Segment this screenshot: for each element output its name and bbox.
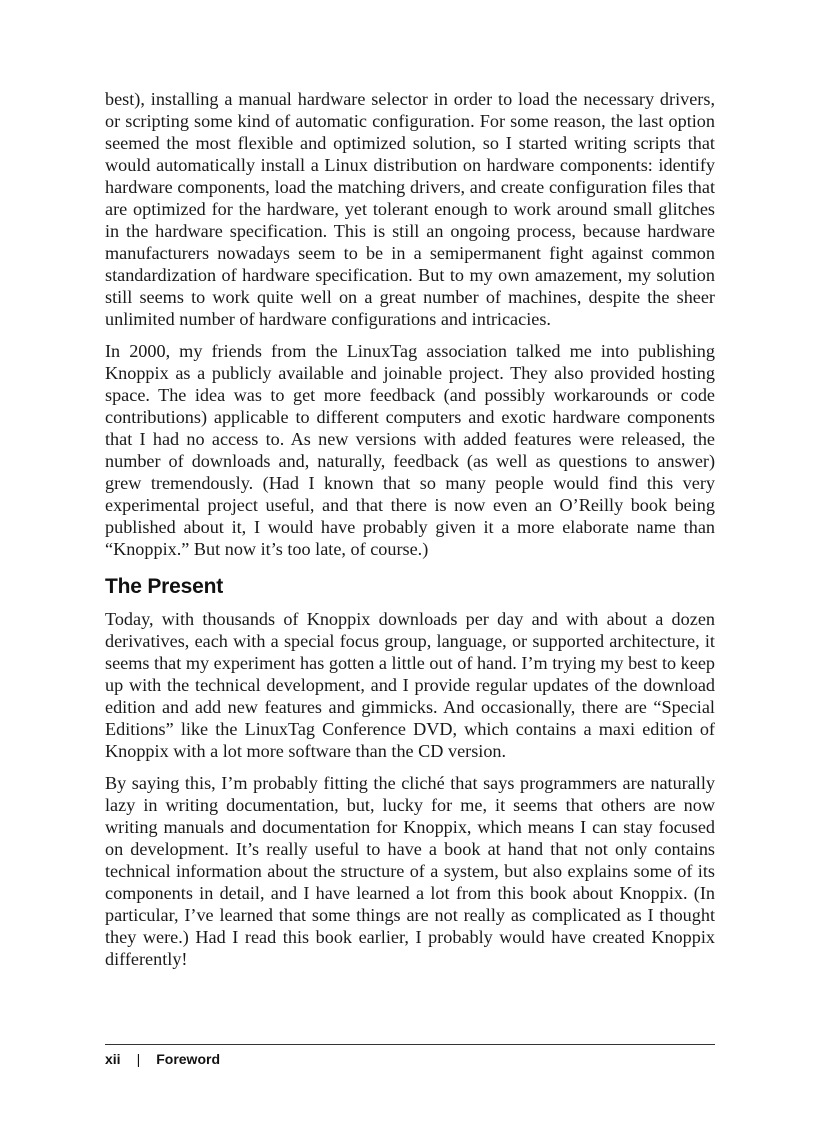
body-paragraph-2: In 2000, my friends from the LinuxTag association talked me into publishing Knoppix as a publicly available and joinable project. They also provided hosting space. The idea was to get more feedback (and possibly workarounds or code contributions) applicable to different computers and exotic hardware components that I had no access to. As new versions with added features were released, the number of downloads and, naturally, feedback (as well as questions to answer) grew tremendously. (Had I known that so many people would find this very experimental project useful, and that there is now even an O’Reilly book being published about it, I would have probably given it a more elaborate name than “Knoppix.” But now it’s too late, of course.)	[105, 341, 715, 559]
running-title: Foreword	[156, 1051, 220, 1067]
page-number: xii	[105, 1051, 121, 1067]
section-paragraph-1: Today, with thousands of Knoppix downloads per day and with about a dozen derivatives, each with a special focus group, language, or supported architecture, it seems that my experiment has gotten a little out of hand. I’m trying my best to keep up with the technical development, and I provide regular updates of the download edition and add new features and gimmicks. And occasionally, there are “Special Editions” like the LinuxTag Conference DVD, which contains a maxi edition of Knoppix with a lot more software than the CD version.	[105, 609, 715, 761]
body-paragraph-1: best), installing a manual hardware selector in order to load the necessary drivers, or scripting some kind of automatic configuration. For some reason, the last option seemed the most flexible and optimized solution, so I started writing scripts that would automatically install a Linux distribution on hardware components: identify hardware components, load the matching drivers, and create configuration files that are optimized for the hardware, yet tolerant enough to work around small glitches in the hardware specification. This is still an ongoing process, because hardware manufacturers nowadays seem to be in a semipermanent fight against common standardization of hardware specification. But to my own amazement, my solution still seems to work quite well on a great number of machines, despite the sheer unlimited number of hardware configurations and intricacies.	[105, 89, 715, 329]
section-paragraph-2: By saying this, I’m probably fitting the cliché that says programmers are naturally lazy in writing documentation, but, lucky for me, it seems that others are now writing manuals and documentation for Knoppix, which means I can stay focused on development. It’s really useful to have a book at hand that not only contains technical information about the structure of a system, but also explains some of its components in detail, and I have learned a lot from this book about Knoppix. (In particular, I’ve learned that some things are not really as complicated as I thought they were.) Had I read this book earlier, I probably would have created Knoppix differently!	[105, 773, 715, 969]
section-heading: The Present	[105, 575, 224, 598]
page-footer	[105, 1044, 715, 1068]
page-body	[105, 88, 715, 980]
footer-separator: |	[136, 1051, 141, 1067]
